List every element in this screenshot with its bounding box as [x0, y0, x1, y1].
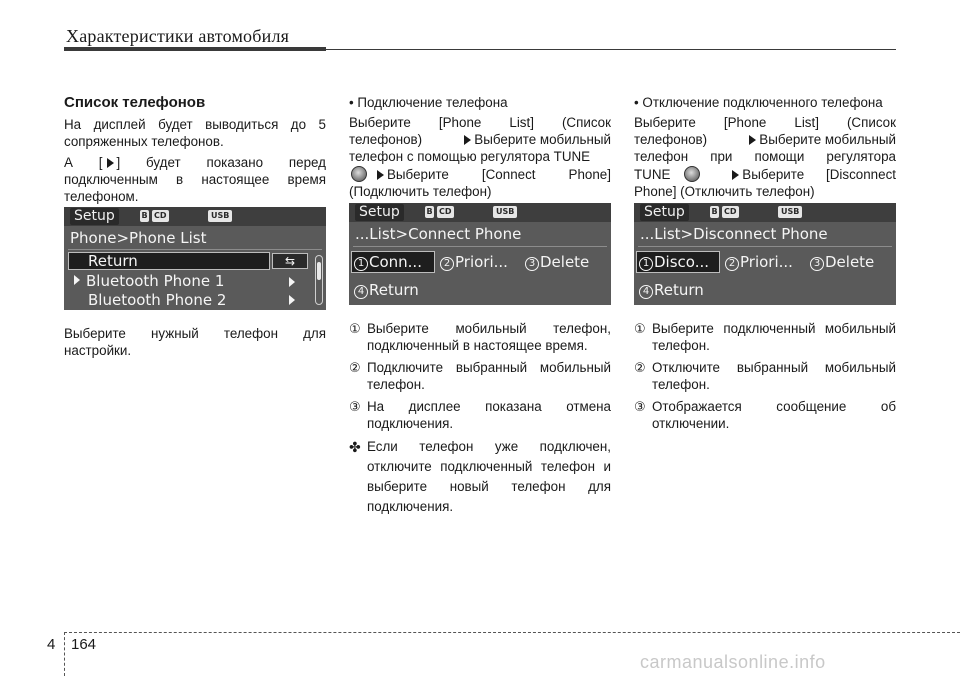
number-1-icon: 1 — [354, 257, 368, 271]
play-triangle-icon — [749, 135, 756, 145]
phone-list-screen — [64, 207, 326, 310]
back-icon[interactable]: ⇆ — [272, 253, 308, 269]
number-4-icon: 4 — [639, 285, 653, 299]
text-group — [728, 166, 804, 183]
instruction-block — [634, 114, 896, 200]
paragraph: На дисплей будет выводиться до 5 сопряженных телефонов. — [64, 117, 326, 149]
column-phone-list — [64, 94, 326, 205]
list-item — [349, 320, 611, 354]
word: Выберите мобильный — [474, 132, 611, 147]
step-text: Выберите подключенный мобильный телефон. — [652, 321, 896, 353]
status-icons — [425, 206, 454, 218]
option-delete[interactable] — [810, 253, 874, 271]
option-return[interactable] — [639, 281, 704, 299]
header-rule — [64, 47, 326, 51]
connect-phone-screen — [349, 203, 611, 305]
paragraph: Выберите нужный телефон для настройки. — [64, 326, 326, 358]
word: (Список — [846, 115, 896, 130]
step-text: Подключите выбранный мобильный телефон. — [367, 360, 611, 392]
list-item — [634, 398, 896, 432]
step-number: ③ — [349, 399, 361, 414]
chapter-number: 4 — [47, 636, 56, 653]
option-label: Return — [369, 281, 419, 299]
option-connect[interactable] — [354, 253, 422, 271]
scrollbar-thumb[interactable] — [317, 262, 321, 280]
column-disconnect-phone — [634, 94, 896, 200]
number-3-icon: 3 — [810, 257, 824, 271]
chevron-right-icon — [289, 295, 295, 305]
word: (Список — [561, 115, 611, 130]
word: Выберите — [387, 167, 449, 182]
divider — [68, 249, 322, 250]
option-label: Priori... — [455, 253, 508, 271]
play-triangle-icon — [377, 170, 384, 180]
note-text: Если телефон уже подключен, отключите подключенный телефон и выберите новый телефон для подключения. — [367, 439, 611, 514]
text-line — [349, 114, 611, 131]
setup-label: Setup — [70, 208, 119, 225]
divider — [353, 246, 607, 247]
column-connect-steps — [349, 320, 611, 517]
tune-knob-icon — [351, 166, 367, 182]
step-text: Отключите выбранный мобильный телефон. — [652, 360, 896, 392]
step-text: На дисплее показана отмена подключения. — [367, 399, 611, 431]
play-triangle-icon — [732, 170, 739, 180]
option-label: Priori... — [740, 253, 793, 271]
bluetooth-icon: B — [426, 207, 433, 216]
word: Выберите — [634, 115, 696, 130]
text-line — [349, 166, 611, 183]
number-3-icon: 3 — [525, 257, 539, 271]
text: ] будет показано перед подключенным в настоящее время телефоном. — [64, 155, 326, 204]
option-label: Delete — [825, 253, 875, 271]
word: регулятора — [826, 149, 896, 164]
note-icon: ✤ — [349, 439, 361, 455]
option-priority[interactable] — [440, 253, 508, 271]
list-item — [634, 320, 896, 354]
column-disconnect-steps — [634, 320, 896, 437]
paragraph-marker — [64, 154, 326, 205]
page-number: 164 — [71, 636, 97, 653]
option-label: Conn... — [369, 253, 422, 271]
bluetooth-icon: B — [141, 211, 148, 220]
screen-path: ...List>Connect Phone — [355, 225, 522, 243]
screen-path: ...List>Disconnect Phone — [640, 225, 828, 243]
text-group — [634, 166, 706, 183]
watermark: carmanualsonline.info — [640, 652, 826, 672]
connected-marker-icon — [74, 275, 80, 285]
option-priority[interactable] — [725, 253, 793, 271]
number-2-icon: 2 — [725, 257, 739, 271]
step-text: Отображается сообщение об отключении. — [652, 399, 896, 431]
cd-icon: CD — [724, 207, 737, 216]
bluetooth-icon: B — [711, 207, 718, 216]
tune-knob-icon — [684, 166, 700, 182]
word: Выберите — [742, 167, 805, 182]
play-triangle-icon — [107, 158, 114, 168]
word: Выберите — [349, 115, 411, 130]
word: List] — [794, 115, 819, 130]
status-icons — [140, 210, 169, 222]
text-line: телефон с помощью регулятора TUNE — [349, 149, 591, 164]
text-line — [634, 166, 896, 183]
text-line — [634, 131, 896, 148]
page-header-title: Характеристики автомобиля — [66, 26, 290, 46]
word: List] — [509, 115, 534, 130]
word: [Disconnect — [826, 167, 896, 182]
list-item-return[interactable]: Return — [88, 252, 138, 270]
column-connect-phone — [349, 94, 611, 200]
status-icons — [710, 206, 739, 218]
option-label: Delete — [540, 253, 590, 271]
step-number: ③ — [634, 399, 646, 414]
footer-rule — [64, 632, 960, 633]
screen-path: Phone>Phone List — [70, 229, 207, 247]
scrollbar[interactable] — [315, 255, 323, 305]
word: TUNE — [634, 167, 671, 182]
list-item — [349, 359, 611, 393]
option-delete[interactable] — [525, 253, 589, 271]
word: Phone] — [568, 167, 611, 182]
text-line: Phone] (Отключить телефон) — [634, 184, 815, 199]
word: при — [710, 149, 733, 164]
header-rule-thin — [326, 49, 896, 50]
footer-vertical-rule — [64, 632, 65, 676]
bullet-heading: • Отключение подключенного телефона — [634, 95, 883, 110]
step-number: ① — [634, 321, 646, 336]
play-triangle-icon — [464, 135, 471, 145]
bullet-heading: • Подключение телефона — [349, 95, 508, 110]
option-disconnect[interactable] — [639, 253, 709, 271]
setup-label: Setup — [640, 204, 689, 221]
word: [Phone — [438, 115, 482, 130]
usb-icon: USB — [493, 206, 517, 218]
word: телефонов) — [634, 132, 708, 147]
list-item-phone-1[interactable] — [74, 272, 224, 290]
list-item-phone-2[interactable]: Bluetooth Phone 2 — [88, 291, 227, 309]
text-line — [349, 131, 611, 148]
section-title: Список телефонов — [64, 94, 206, 111]
cd-icon: CD — [439, 207, 452, 216]
text-line — [634, 148, 896, 165]
number-4-icon: 4 — [354, 285, 368, 299]
word: [Connect — [481, 167, 536, 182]
note — [349, 437, 611, 517]
cd-icon: CD — [154, 211, 167, 220]
text-line — [634, 114, 896, 131]
word: телефонов) — [349, 132, 423, 147]
list-item — [349, 398, 611, 432]
option-return[interactable] — [354, 281, 419, 299]
text-group — [349, 166, 449, 183]
number-1-icon: 1 — [639, 257, 653, 271]
instruction-block — [349, 114, 611, 200]
step-number: ② — [634, 360, 646, 375]
steps-list — [634, 320, 896, 432]
step-text: Выберите мобильный телефон, подключенный в настоящее время. — [367, 321, 611, 353]
text-line: (Подключить телефон) — [349, 184, 492, 199]
setup-label: Setup — [355, 204, 404, 221]
step-number: ① — [349, 321, 361, 336]
word: Выберите мобильный — [759, 132, 896, 147]
usb-icon: USB — [208, 210, 232, 222]
option-label: Return — [654, 281, 704, 299]
list-item — [634, 359, 896, 393]
usb-icon: USB — [778, 206, 802, 218]
text-group — [460, 131, 611, 148]
number-2-icon: 2 — [440, 257, 454, 271]
list-item-label: Bluetooth Phone 1 — [86, 272, 225, 290]
word: телефон — [634, 149, 689, 164]
option-label: Disco... — [654, 253, 709, 271]
text-group — [745, 131, 896, 148]
chevron-right-icon — [289, 277, 295, 287]
steps-list — [349, 320, 611, 432]
word: помощи — [754, 149, 805, 164]
divider — [638, 246, 892, 247]
text: А [ — [64, 155, 103, 170]
step-number: ② — [349, 360, 361, 375]
column-phone-list-after — [64, 325, 326, 359]
disconnect-phone-screen — [634, 203, 896, 305]
word: [Phone — [723, 115, 767, 130]
